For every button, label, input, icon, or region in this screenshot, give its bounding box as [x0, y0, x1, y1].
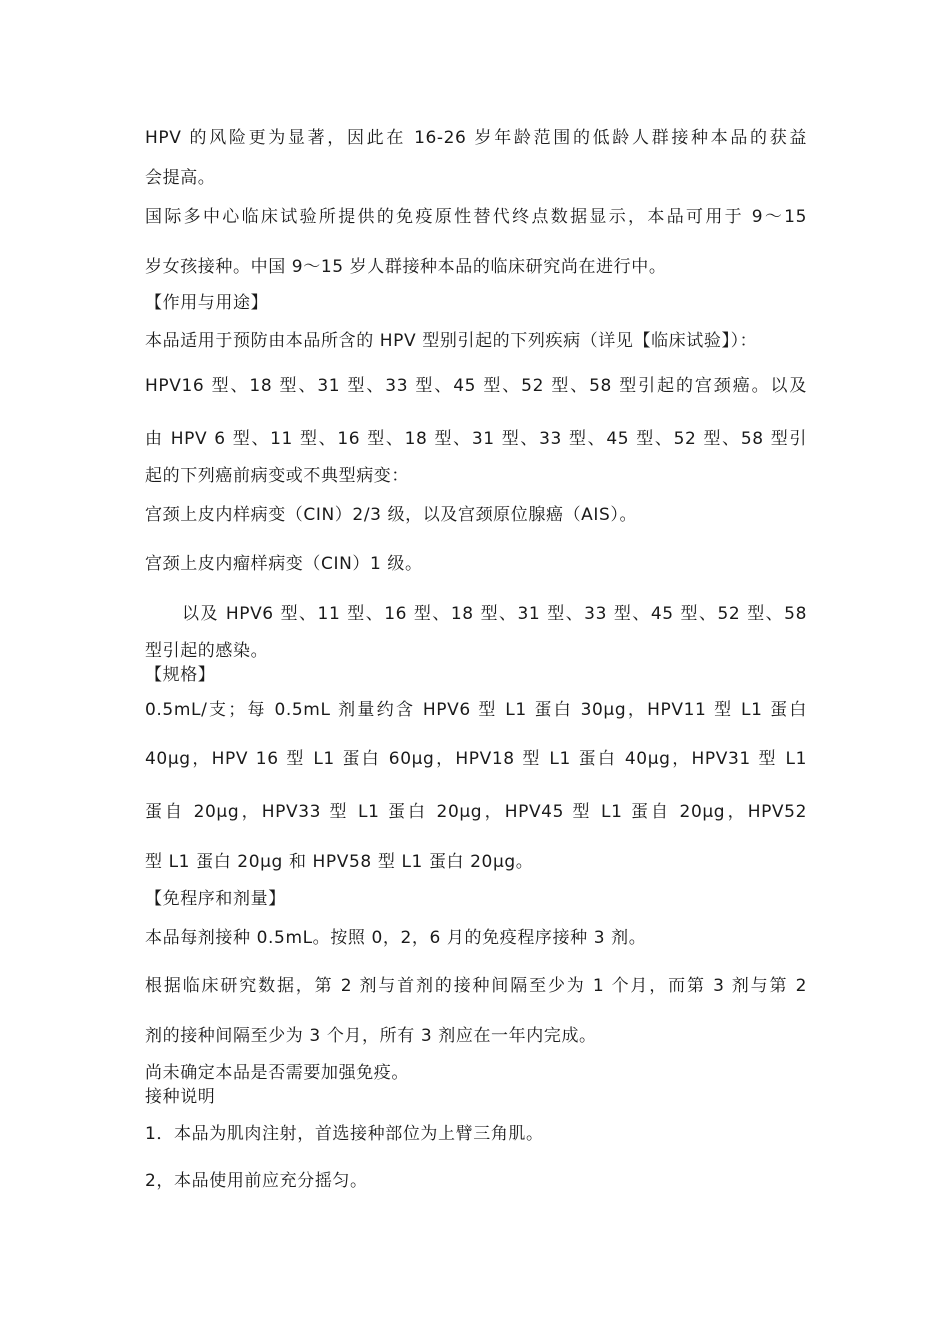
text-line: 尚未确定本品是否需要加强免疫。 [145, 1063, 409, 1083]
text-line: 岁女孩接种。中国 9～15 岁人群接种本品的临床研究尚在进行中。 [145, 257, 667, 277]
list-item: 1．本品为肌肉注射，首选接种部位为上臂三角肌。 [145, 1124, 544, 1144]
text-line: 剂的接种间隔至少为 3 个月，所有 3 剂应在一年内完成。 [145, 1026, 597, 1046]
text-line: 宫颈上皮内瘤样病变（CIN）1 级。 [145, 554, 423, 574]
section-heading: 【规格】 [145, 665, 216, 685]
list-item: 2，本品使用前应充分摇匀。 [145, 1171, 368, 1191]
text-line: 0.5mL/支；每 0.5mL 剂量约含 HPV6 型 L1 蛋白 30μg，HPV11 型 L1 蛋白 [145, 700, 807, 720]
text-line: 由 HPV 6 型、11 型、16 型、18 型、31 型、33 型、45 型、52 型、58 型引 [145, 429, 807, 449]
text-line: 根据临床研究数据，第 2 剂与首剂的接种间隔至少为 1 个月，而第 3 剂与第 2 [145, 976, 807, 996]
section-heading: 【作用与用途】 [145, 293, 269, 313]
text-line: 起的下列癌前病变或不典型病变： [145, 466, 409, 486]
text-line: 型 L1 蛋白 20μg 和 HPV58 型 L1 蛋白 20μg。 [145, 852, 534, 872]
text-line: 本品每剂接种 0.5mL。按照 0，2，6 月的免疫程序接种 3 剂。 [145, 928, 647, 948]
text-line: 蛋自 20μg，HPV33 型 L1 蛋白 20μg，HPV45 型 L1 蛋自 20μg，HPV52 [145, 802, 807, 822]
section-heading: 【免程序和剂量】 [145, 889, 286, 909]
text-line: 型引起的感染。 [145, 641, 269, 661]
text-line: 国际多中心临床试验所提供的免疫原性替代终点数据显示，本品可用于 9～15 [145, 207, 807, 227]
text-line: 以及 HPV6 型、11 型、16 型、18 型、31 型、33 型、45 型、52 型、58 [182, 604, 807, 624]
text-line: 会提高。 [145, 168, 216, 188]
text-line: 40μg，HPV 16 型 L1 蛋白 60μg，HPV18 型 L1 蛋白 40μg，HPV31 型 L1 [145, 749, 807, 769]
text-line: 接种说明 [145, 1087, 216, 1107]
text-line: 本品适用于预防由本品所含的 HPV 型别引起的下列疾病（详见【临床试验】）： [145, 331, 758, 351]
text-line: 宫颈上皮内样病变（CIN）2/3 级，以及宫颈原位腺癌（AIS）。 [145, 505, 638, 525]
text-line: HPV 的风险更为显著，因此在 16-26 岁年龄范围的低龄人群接种本品的获益 [145, 128, 807, 148]
text-line: HPV16 型、18 型、31 型、33 型、45 型、52 型、58 型引起的宫颈癌。以及 [145, 376, 807, 396]
